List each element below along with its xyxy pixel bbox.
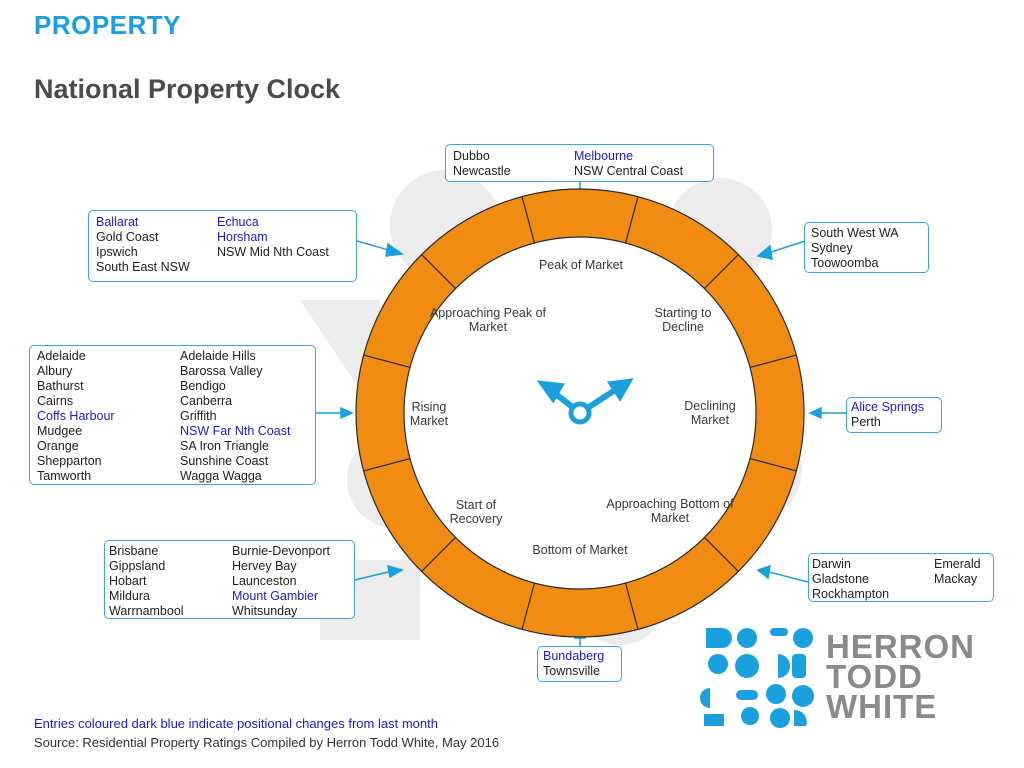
- location-entry: Gladstone: [812, 572, 869, 586]
- phase-approaching-bottom: Approaching Bottom of Market: [606, 497, 734, 525]
- phase-peak-of-market: Peak of Market: [538, 258, 624, 272]
- box-right: [846, 397, 942, 433]
- location-entry: Horsham: [217, 230, 268, 244]
- location-entry: Canberra: [180, 394, 233, 408]
- logo-text-todd: TODD: [826, 658, 923, 695]
- phase-declining-market: Declining Market: [684, 399, 736, 427]
- location-entry: Shepparton: [37, 454, 102, 468]
- location-entry: Rockhampton: [812, 587, 890, 601]
- phase-bottom-of-market: Bottom of Market: [532, 543, 628, 557]
- logo-text-herron: HERRON: [826, 628, 976, 665]
- location-entry: Burnie-Devonport: [232, 544, 330, 558]
- location-entry: Mount Gambier: [232, 589, 319, 603]
- location-entry: Bendigo: [180, 379, 226, 393]
- phase-starting-to-decline: Starting to Decline: [654, 306, 712, 334]
- section-label: PROPERTY: [34, 10, 182, 40]
- location-entry: Mudgee: [37, 424, 83, 438]
- location-entry: Bathurst: [37, 379, 84, 393]
- location-entry: Darwin: [812, 557, 851, 571]
- source-note: Source: Residential Property Ratings Compiled by Herron Todd White, May 2016: [34, 735, 500, 750]
- location-entry: NSW Mid Nth Coast: [217, 245, 329, 259]
- logo-text-white: WHITE: [826, 688, 938, 725]
- box-top: [445, 144, 714, 182]
- location-entry: Griffith: [180, 409, 217, 423]
- location-entry: Bundaberg: [543, 649, 605, 663]
- htw-logo-mark: [700, 624, 820, 728]
- location-entry: Ipswich: [96, 245, 138, 259]
- location-entry: Echuca: [217, 215, 259, 229]
- location-entry: Hobart: [109, 574, 147, 588]
- location-entry: Barossa Valley: [180, 364, 263, 378]
- location-entry: Coffs Harbour: [37, 409, 115, 423]
- clock-hub: [571, 404, 589, 422]
- location-entry: Wagga Wagga: [180, 469, 262, 483]
- location-entry: Albury: [37, 364, 73, 378]
- box-left: [29, 345, 316, 485]
- location-entry: Launceston: [232, 574, 297, 588]
- legend-note: Entries coloured dark blue indicate positional changes from last month: [34, 716, 438, 731]
- location-entry: Alice Springs: [851, 400, 924, 414]
- location-entry: Newcastle: [453, 164, 511, 178]
- location-entry: Brisbane: [109, 544, 159, 558]
- location-entry: Cairns: [37, 394, 74, 408]
- box-bottom-left: [104, 540, 355, 619]
- location-entry: Melbourne: [574, 149, 634, 163]
- location-entry: NSW Central Coast: [574, 164, 684, 178]
- location-entry: Gippsland: [109, 559, 166, 573]
- phase-approaching-peak: Approaching Peak of Market: [429, 306, 547, 334]
- location-entry: South West WA: [811, 226, 899, 240]
- page-title: National Property Clock: [34, 74, 341, 104]
- box-top-left: [88, 210, 357, 282]
- location-entry: Ballarat: [96, 215, 139, 229]
- location-entry: Tamworth: [37, 469, 92, 483]
- location-entry: Mildura: [109, 589, 150, 603]
- phase-rising-market: Rising Market: [409, 400, 449, 428]
- location-entry: South East NSW: [96, 260, 190, 274]
- location-entry: Adelaide: [37, 349, 86, 363]
- location-entry: Gold Coast: [96, 230, 159, 244]
- location-entry: Dubbo: [453, 149, 490, 163]
- location-entry: Orange: [37, 439, 79, 453]
- location-entry: Perth: [851, 415, 881, 429]
- location-entry: Warrnambool: [109, 604, 184, 618]
- location-entry: Mackay: [934, 572, 978, 586]
- location-entry: Townsville: [543, 664, 600, 678]
- location-entry: SA Iron Triangle: [180, 439, 269, 453]
- location-entry: Adelaide Hills: [180, 349, 256, 363]
- phase-start-of-recovery: Start of Recovery: [449, 498, 503, 526]
- location-entry: Whitsunday: [232, 604, 298, 618]
- location-entry: Toowoomba: [811, 256, 879, 270]
- box-top-right: [804, 222, 929, 273]
- location-entry: Hervey Bay: [232, 559, 297, 573]
- box-bottom: [537, 646, 622, 682]
- location-entry: NSW Far Nth Coast: [180, 424, 291, 438]
- location-entry: Sunshine Coast: [180, 454, 269, 468]
- location-entry: Emerald: [934, 557, 981, 571]
- box-bottom-right: [808, 553, 994, 602]
- location-entry: Sydney: [811, 241, 853, 255]
